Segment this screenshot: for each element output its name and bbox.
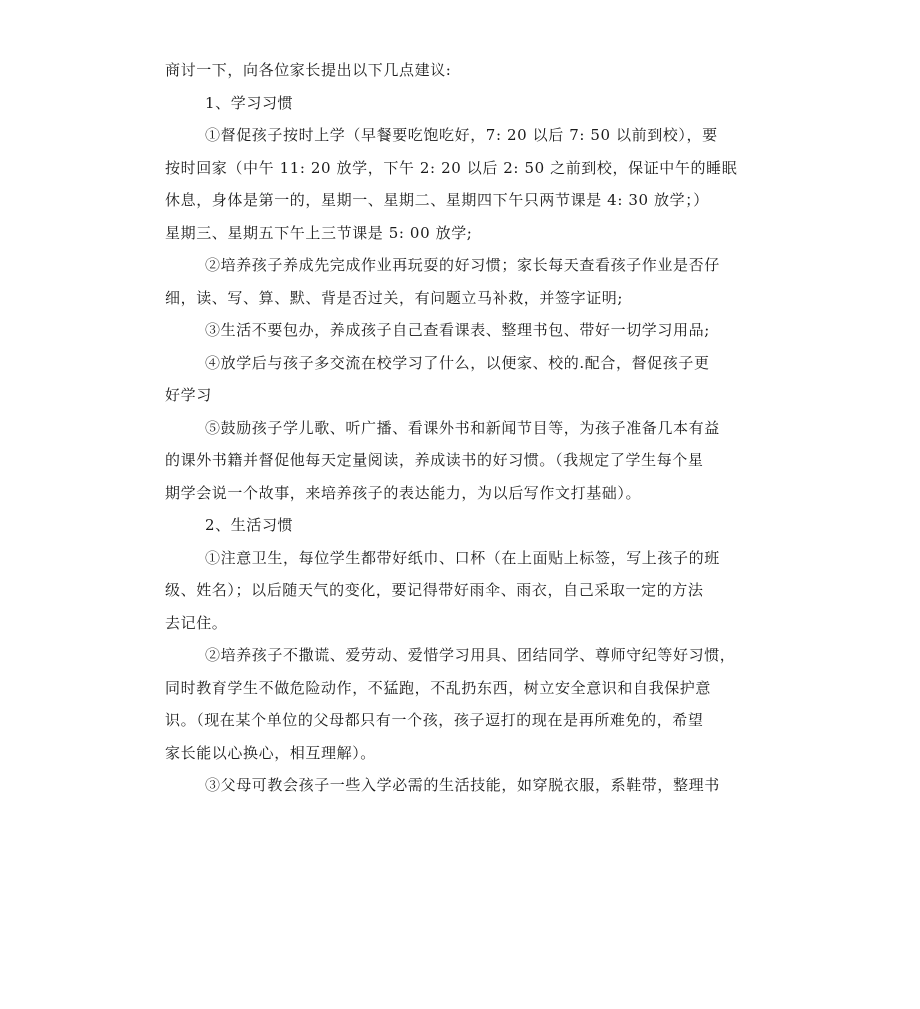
text-line: 好学习: [165, 386, 212, 404]
section-heading-study-habits: 1、学习习惯: [205, 93, 294, 112]
text-line: ③生活不要包办，养成孩子自己查看课表、整理书包、带好一切学习用品;: [205, 321, 710, 339]
text-line: 期学会说一个故事，来培养孩子的表达能力，为以后写作文打基础）。: [165, 483, 642, 502]
text-line: 家长能以心换心，相互理解）。: [165, 743, 376, 762]
text-line: ②培养孩子养成先完成作业再玩耍的好习惯；家长每天查看孩子作业是否仔: [205, 256, 720, 274]
text-line: ②培养孩子不撒谎、爱劳动、爱惜学习用具、团结同学、尊师守纪等好习惯，: [205, 646, 736, 664]
text-line: ①督促孩子按时上学（早餐要吃饱吃好，7: 20 以后 7: 50 以前到校），要: [205, 126, 718, 144]
text-line: ③父母可教会孩子一些入学必需的生活技能，如穿脱衣服，系鞋带，整理书: [205, 776, 720, 794]
text-line: 休息，身体是第一的，星期一、星期二、星期四下午只两节课是 4: 30 放学；）: [165, 191, 709, 209]
text-line: 级、姓名）；以后随天气的变化，要记得带好雨伞、雨衣，自己采取一定的方法: [165, 581, 704, 599]
text-line: 按时回家（中午 11: 20 放学，下午 2: 20 以后 2: 50 之前到校，保证中午的睡眠: [165, 158, 738, 177]
text-line: 细，读、写、算、默、背是否过关，有问题立马补救，并签字证明;: [165, 288, 624, 307]
text-line: ④放学后与孩子多交流在校学习了什么，以便家、校的.配合，督促孩子更: [205, 353, 710, 372]
text-line: ⑤鼓励孩子学儿歌、听广播、看课外书和新闻节目等，为孩子准备几本有益: [205, 418, 720, 437]
text-line: 的课外书籍并督促他每天定量阅读，养成读书的好习惯。（我规定了学生每个星: [165, 451, 704, 469]
text-line: 去记住。: [165, 613, 228, 632]
document-body: [165, 54, 765, 802]
text-line: 同时教育学生不做危险动作，不猛跑，不乱扔东西，树立安全意识和自我保护意: [165, 678, 712, 697]
section-heading-life-habits: 2、生活习惯: [205, 516, 294, 534]
text-line: 星期三、星期五下午上三节课是 5: 00 放学;: [165, 223, 473, 242]
text-line: ①注意卫生，每位学生都带好纸巾、口杯（在上面贴上标签，写上孩子的班: [205, 548, 720, 567]
text-line: 商讨一下，向各位家长提出以下几点建议:: [165, 61, 452, 79]
text-line: 识。（现在某个单位的父母都只有一个孩，孩子逗打的现在是再所难免的，希望: [165, 711, 704, 729]
